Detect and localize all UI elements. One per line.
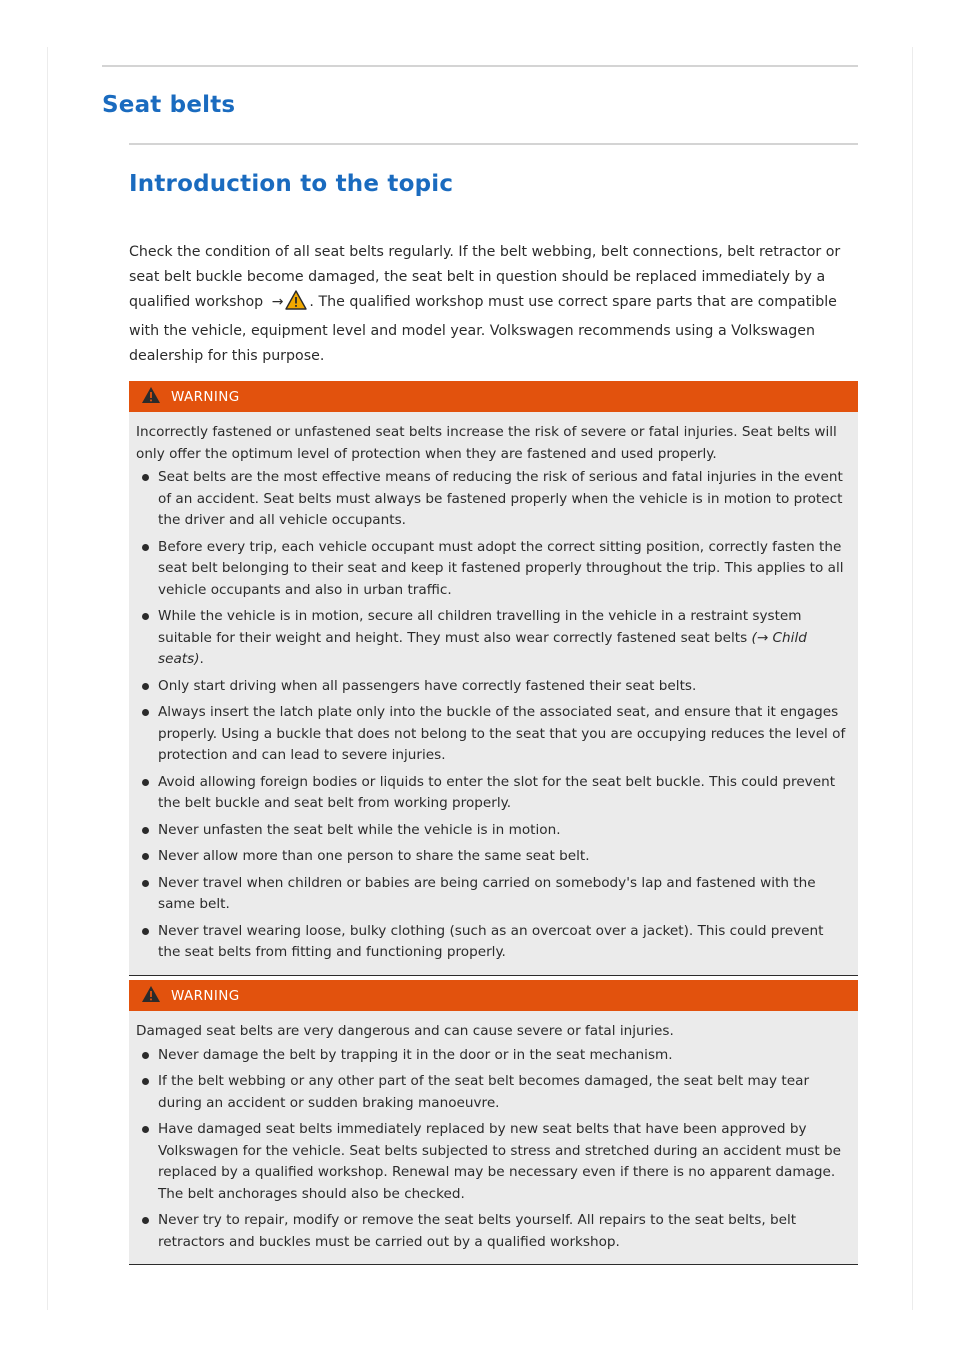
bullet-dot-icon: [142, 779, 149, 786]
top-divider: [102, 65, 858, 67]
warning-header: [129, 381, 858, 412]
arrow-right-icon: →: [271, 294, 284, 310]
bullet-dot-icon: [142, 709, 149, 716]
warning-list-item: Only start driving when all passengers have correctly fastened their seat belts.: [136, 676, 846, 698]
child-seats-link[interactable]: (→ Child seats): [158, 629, 807, 667]
warning-list-item: Never travel wearing loose, bulky clothing (such as an overcoat over a jacket). This could prevent the seat belts from fitting and functioning properly.: [136, 921, 846, 964]
warning-triangle-icon[interactable]: [285, 290, 307, 319]
warning-intro: Damaged seat belts are very dangerous and can cause severe or fatal injuries.: [136, 1023, 674, 1039]
bullet-dot-icon: [142, 474, 149, 481]
intro-paragraph: [129, 240, 859, 369]
warning-box-seatbelt-fastening: [129, 381, 858, 976]
intro-text-part2: . The qualified workshop must use correct spare parts that are compatible with the vehicle, equipment level and model year. Volkswagen recommends using a Volkswagen dealership for this purpose.: [129, 294, 837, 364]
bullet-dot-icon: [142, 880, 149, 887]
warning-list-item: Never damage the belt by trapping it in the door or in the seat mechanism.: [136, 1045, 846, 1067]
page-frame-right: [912, 47, 913, 1310]
warning-list-item: Never allow more than one person to share the same seat belt.: [136, 846, 846, 868]
warning-body: [129, 412, 858, 975]
bullet-dot-icon: [142, 1217, 149, 1224]
warning-list-item: Never travel when children or babies are being carried on somebody's lap and fastened with the same belt.: [136, 873, 846, 916]
warning-list-item: While the vehicle is in motion, secure all children travelling in the vehicle in a restraint system suitable for their weight and height. They must also wear correctly fastened seat belts (→ Child seats).: [136, 606, 846, 671]
warning-list-item: Never unfasten the seat belt while the vehicle is in motion.: [136, 820, 846, 842]
section-title: Introduction to the topic: [129, 171, 454, 197]
bullet-dot-icon: [142, 1126, 149, 1133]
warning-list-item: Have damaged seat belts immediately replaced by new seat belts that have been approved by Volkswagen for the vehicle. Seat belts subjected to stress and stretched during an accident must be replaced by a qualified workshop. Renewal may be necessary even if there is no apparent damage. The belt anchorages should also be checked.: [136, 1119, 846, 1205]
section-divider: [129, 143, 858, 145]
page-title: Seat belts: [102, 92, 236, 118]
warning-list-item: Always insert the latch plate only into the buckle of the associated seat, and ensure that it engages properly. Using a buckle that does not belong to the seat that you are occupying reduces the level of protection and can lead to severe injuries.: [136, 702, 846, 767]
warning-triangle-icon: [141, 386, 161, 408]
bullet-dot-icon: [142, 928, 149, 935]
warning-list: [136, 1045, 846, 1254]
warning-header: [129, 980, 858, 1011]
intro-text-part1: Check the condition of all seat belts regularly. If the belt webbing, belt connections, belt retractor or seat belt buckle become damaged, the seat belt in question should be replaced immediately by a qualified workshop: [129, 244, 841, 310]
warning-body: [129, 1011, 858, 1264]
warning-list-item: Never try to repair, modify or remove the seat belts yourself. All repairs to the seat belts, belt retractors and buckles must be carried out by a qualified workshop.: [136, 1210, 846, 1253]
warning-list-item: Avoid allowing foreign bodies or liquids to enter the slot for the seat belt buckle. This could prevent the belt buckle and seat belt from working properly.: [136, 772, 846, 815]
bullet-dot-icon: [142, 1078, 149, 1085]
bullet-dot-icon: [142, 613, 149, 620]
bullet-dot-icon: [142, 544, 149, 551]
bullet-dot-icon: [142, 827, 149, 834]
warning-list-item: Before every trip, each vehicle occupant must adopt the correct sitting position, correctly fasten the seat belt belonging to their seat and keep it fastened properly throughout the trip. This applies to all vehicle occupants and also in urban traffic.: [136, 537, 846, 602]
bullet-dot-icon: [142, 683, 149, 690]
warning-triangle-icon: [141, 985, 161, 1007]
warning-list: [136, 467, 846, 964]
warning-list-item: If the belt webbing or any other part of the seat belt becomes damaged, the seat belt may tear during an accident or sudden braking manoeuvre.: [136, 1071, 846, 1114]
warning-label: WARNING: [171, 388, 240, 405]
bullet-dot-icon: [142, 853, 149, 860]
warning-box-damaged-seatbelts: [129, 980, 858, 1265]
warning-label: WARNING: [171, 987, 240, 1004]
page-frame-left: [47, 47, 48, 1310]
warning-list-item: Seat belts are the most effective means of reducing the risk of serious and fatal injuries in the event of an accident. Seat belts must always be fastened properly when the vehicle is in motion to protect the driver and all vehicle occupants.: [136, 467, 846, 532]
warning-intro: Incorrectly fastened or unfastened seat belts increase the risk of severe or fatal injuries. Seat belts will only offer the optimum level of protection when they are fastened and used properly.: [136, 424, 837, 462]
bullet-dot-icon: [142, 1052, 149, 1059]
